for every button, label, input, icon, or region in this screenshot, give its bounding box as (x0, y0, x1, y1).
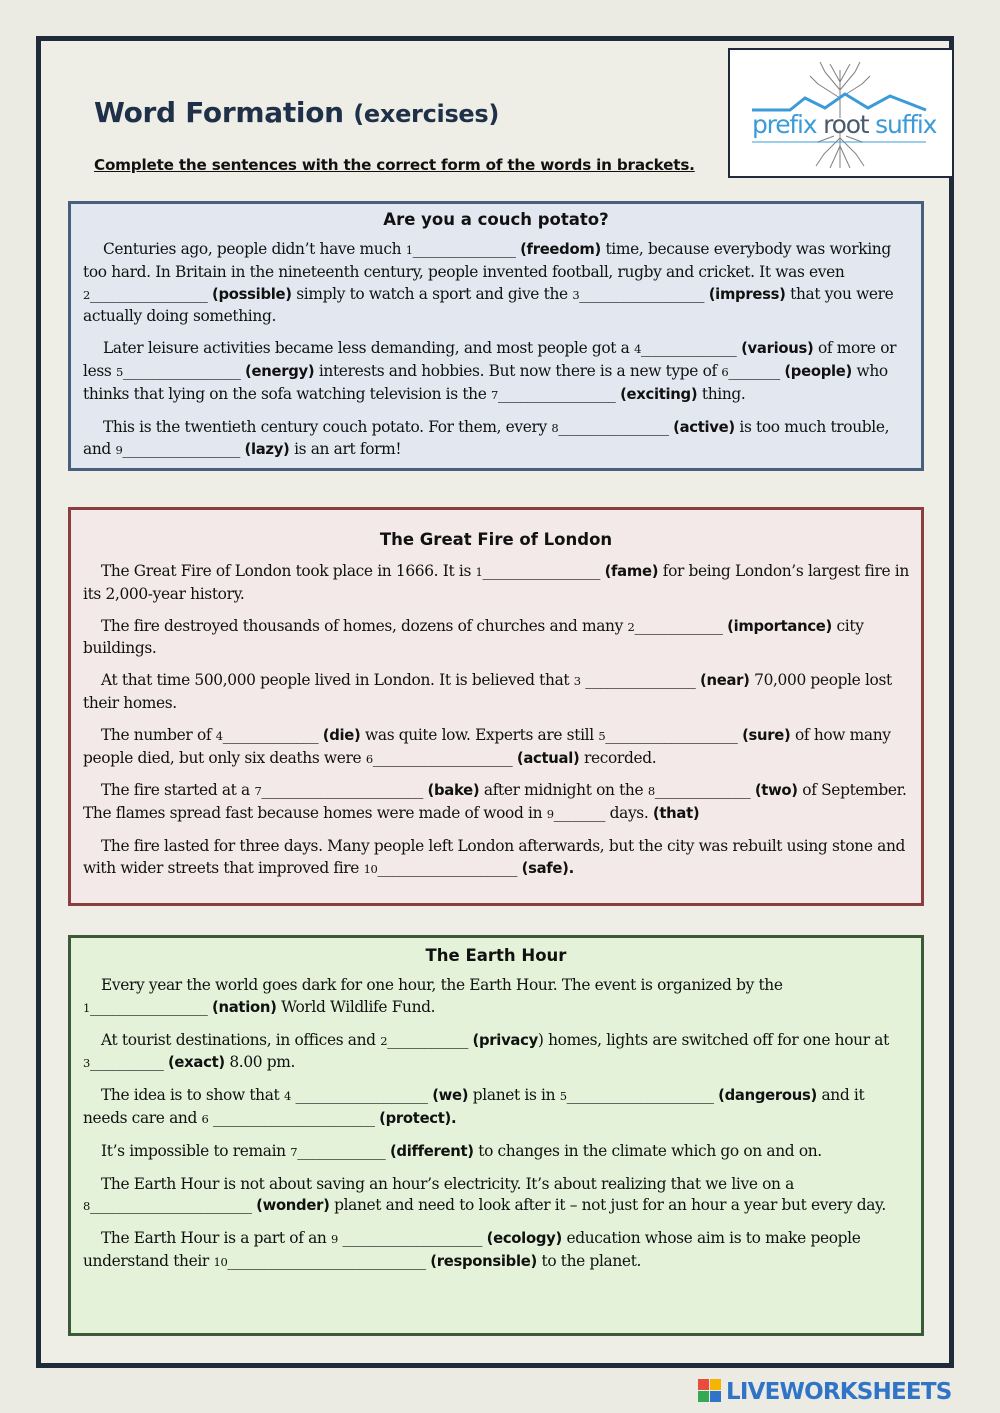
title-main: Word Formation (94, 96, 344, 129)
liveworksheets-logo-icon (698, 1379, 722, 1403)
section-title: The Earth Hour (425, 946, 567, 965)
answer-blank: ____________________ (566, 1086, 719, 1105)
word-hint: (nation) (212, 998, 277, 1016)
word-hint: (active) (673, 418, 735, 436)
sentence-text: The idea is to show that (101, 1086, 284, 1105)
word-hint: (dangerous) (718, 1087, 817, 1105)
sentence-text: and it needs care and (83, 1086, 865, 1127)
answer-blank: _______ (728, 361, 785, 380)
sentence-text: to changes in the climate which go on and on. (473, 1141, 822, 1160)
gap-number: 7 (290, 1144, 298, 1159)
gap-number: 9 (115, 443, 123, 458)
word-hint: (energy) (245, 362, 315, 380)
word-hint: (different) (389, 1142, 474, 1160)
word-hint: (possible) (212, 285, 292, 303)
exercise-paragraph (83, 1030, 909, 1076)
sentence-text: after midnight on the (479, 781, 648, 800)
sentence-text: for being London’s largest fire in its 2,000-year history. (83, 562, 909, 603)
exercise-paragraph (83, 725, 909, 771)
gap-number: 10 (213, 1254, 228, 1269)
sentence-text: of how many people died, but only six deaths were (83, 725, 891, 767)
sentence-text: to the planet. (536, 1251, 642, 1270)
answer-blank: ____________ (634, 616, 728, 635)
word-hint: (exciting) (620, 385, 698, 403)
answer-blank: ________________ (122, 440, 245, 459)
word-hint: (protect). (379, 1109, 457, 1127)
gap-number: 1 (405, 243, 413, 257)
gap-number: 5 (115, 364, 123, 379)
word-hint: (bake) (427, 782, 480, 800)
gap-number: 6 (365, 751, 373, 766)
gap-number: 3 (573, 674, 581, 689)
sentence-text: At that time 500,000 people lived in London. It is believed that (101, 671, 574, 690)
liveworksheets-watermark (698, 1379, 951, 1405)
answer-blank: ________________ (482, 562, 605, 580)
answer-blank: _______________ (558, 417, 674, 436)
gap-number: 7 (254, 784, 262, 799)
sentence-text: time, because everybody was working too hard. In Britain in the nineteenth century, people invented football, rugby and cricket. It was even (83, 240, 891, 281)
word-hint: (various) (741, 340, 814, 358)
answer-blank: ________________ (89, 284, 213, 303)
word-hint: (exact) (167, 1054, 225, 1072)
answer-blank: ___________________________ (227, 1251, 431, 1270)
answer-blank: __________________ (605, 725, 743, 744)
sentence-text: Centuries ago, people didn’t have much (103, 240, 406, 258)
answer-blank: _____________ (222, 725, 323, 744)
gap-number: 5 (598, 728, 606, 743)
gap-number: 2 (627, 619, 635, 634)
word-hint: (ecology) (486, 1230, 562, 1248)
answer-blank: ________________ (122, 361, 246, 380)
exercise-paragraph (83, 1085, 909, 1131)
sentence-text: Later leisure activities became less demanding, and most people got a (103, 339, 635, 358)
answer-blank: _______________ (580, 671, 701, 690)
exercise-paragraph (83, 975, 909, 1020)
gap-number: 10 (363, 861, 378, 876)
sentence-text: The Earth Hour is a part of an (101, 1229, 332, 1248)
gap-number: 4 (634, 342, 642, 357)
sentence-text: It’s impossible to remain (101, 1141, 291, 1160)
answer-blank: _______ days. (553, 804, 653, 823)
sentence-text: World Wildlife Fund. (276, 997, 436, 1016)
word-hint: (fame) (604, 563, 659, 580)
section-earth-hour (68, 935, 924, 1336)
word-hint: (lazy) (244, 441, 290, 459)
sentence-text: education whose aim is to make people understand their (83, 1229, 861, 1270)
answer-blank: ______________________ (89, 1196, 257, 1215)
sentence-text: The fire lasted for three days. Many people left London afterwards, but the city was rebuilt using stone and with wider streets that improved fire (83, 836, 906, 877)
exercise-paragraph (83, 836, 909, 881)
sentence-text: thing. (697, 384, 746, 403)
sentence-text: is an art form! (289, 440, 402, 459)
gap-number: 3 (83, 1056, 90, 1071)
exercise-paragraph (83, 1228, 909, 1274)
answer-blank: ______________ (412, 240, 521, 258)
sentence-text: recorded. (579, 748, 657, 767)
word-hint: (impress) (708, 285, 786, 303)
answer-blank: ___________________ (377, 858, 522, 877)
sentence-text: The Earth Hour is not about saving an hour’s electricity. It’s about realizing that we live on a (101, 1174, 794, 1193)
word-hint: (near) (700, 672, 750, 690)
exercise-paragraph (83, 616, 909, 661)
gap-number: 2 (380, 1033, 388, 1048)
answer-blank: ___________ (387, 1030, 473, 1049)
sentence-text: The Great Fire of London took place in 1666. It is (101, 562, 476, 580)
word-hint: (wonder) (256, 1197, 330, 1215)
logo (728, 48, 954, 178)
gap-number: 6 (201, 1111, 209, 1126)
word-hint: (privacy (472, 1031, 538, 1049)
gap-number: 4 (215, 728, 223, 743)
gap-number: 4 (283, 1089, 291, 1104)
title-sub: (exercises) (353, 100, 500, 128)
sentence-text: was quite low. Experts are still (360, 725, 599, 744)
word-hint: (importance) (727, 617, 832, 635)
word-hint: (die) (322, 726, 361, 744)
sentence-text: who thinks that lying on the sofa watching television is the (83, 361, 888, 403)
gap-number: 1 (83, 1000, 90, 1015)
answer-blank: ___________________ (372, 748, 517, 767)
sentence-text: At tourist destinations, in offices and (101, 1030, 381, 1049)
sentence-text: The number of (101, 725, 216, 744)
sentence-text: planet is in (468, 1086, 560, 1105)
word-hint: (responsible) (430, 1252, 537, 1270)
word-hint: (sure) (742, 726, 791, 744)
gap-number: 9 (546, 807, 554, 822)
gap-number: 7 (491, 387, 498, 402)
gap-number: 6 (721, 364, 729, 379)
word-hint: (two) (754, 782, 798, 800)
sentence-text: that you were actually doing something. (83, 284, 894, 326)
exercise-paragraph (83, 780, 909, 826)
sentence-text: This is the twentieth century couch potato. For them, every (103, 417, 552, 436)
word-hint: (that) (652, 805, 700, 823)
answer-blank: __________________ (290, 1086, 433, 1105)
gap-number: 9 (331, 1232, 338, 1247)
page-title (94, 96, 499, 129)
section-great-fire (68, 507, 924, 906)
sentence-text: The fire destroyed thousands of homes, dozens of churches and many (101, 616, 628, 635)
exercise-paragraph (83, 338, 909, 406)
sentence-text: is too much trouble, and (83, 417, 890, 459)
exercise-paragraph (83, 1141, 909, 1164)
exercise-paragraph (83, 1174, 909, 1219)
watermark-text: LIVEWORKSHEETS (726, 1379, 952, 1405)
sentence-text: planet and need to look after it – not just for an hour a year but every day. (329, 1196, 886, 1215)
answer-blank: _____________ (641, 339, 742, 358)
exercise-paragraph (83, 417, 909, 463)
gap-number: 5 (559, 1089, 567, 1104)
answer-blank: ___________________ (337, 1229, 487, 1248)
gap-number: 8 (647, 784, 655, 799)
sentence-text: 70,000 people lost their homes. (83, 671, 892, 712)
sentence-text: of more or less (83, 339, 897, 380)
sentence-text: city buildings. (83, 616, 864, 658)
gap-number: 8 (83, 1199, 90, 1214)
answer-blank: ________________ (89, 997, 213, 1016)
instruction-text: Complete the sentences with the correct form of the words in brackets. (94, 156, 695, 174)
answer-blank: _____________ (654, 781, 755, 800)
gap-number: 3 (572, 287, 580, 302)
answer-blank: ________________ (498, 384, 621, 403)
word-hint: (safe). (521, 859, 574, 877)
gap-number: 1 (475, 565, 483, 579)
exercise-paragraph (83, 561, 909, 606)
sentence-text: interests and hobbies. But now there is a new type of (314, 361, 722, 380)
exercise-paragraph (83, 670, 909, 715)
section-couch-potato (68, 201, 924, 471)
answer-blank: ______________________ (261, 781, 428, 800)
word-hint: (freedom) (520, 241, 601, 258)
answer-blank: _________________ (579, 284, 709, 303)
answer-blank: ______________________ (208, 1108, 380, 1127)
sentence-text: of September. The flames spread fast because homes were made of wood in (83, 781, 907, 823)
sentence-text: 8.00 pm. (224, 1053, 296, 1072)
answer-blank: __________ (89, 1053, 168, 1072)
section-title: Are you a couch potato? (383, 210, 609, 229)
word-hint: (we) (432, 1087, 469, 1105)
word-hint: (people) (784, 362, 852, 380)
sentence-text: ) homes, lights are switched off for one hour at (537, 1030, 889, 1049)
word-hint: (actual) (516, 749, 580, 767)
gap-number: 2 (83, 287, 90, 302)
gap-number: 8 (551, 420, 559, 435)
sentence-text: Every year the world goes dark for one hour, the Earth Hour. The event is organized by the (101, 976, 783, 994)
answer-blank: ____________ (297, 1141, 390, 1160)
logo-words: prefix root suffix (752, 110, 937, 139)
sentence-text: simply to watch a sport and give the (291, 284, 573, 303)
section-title: The Great Fire of London (379, 530, 613, 549)
exercise-paragraph (83, 239, 909, 328)
sentence-text: The fire started at a (101, 781, 255, 800)
